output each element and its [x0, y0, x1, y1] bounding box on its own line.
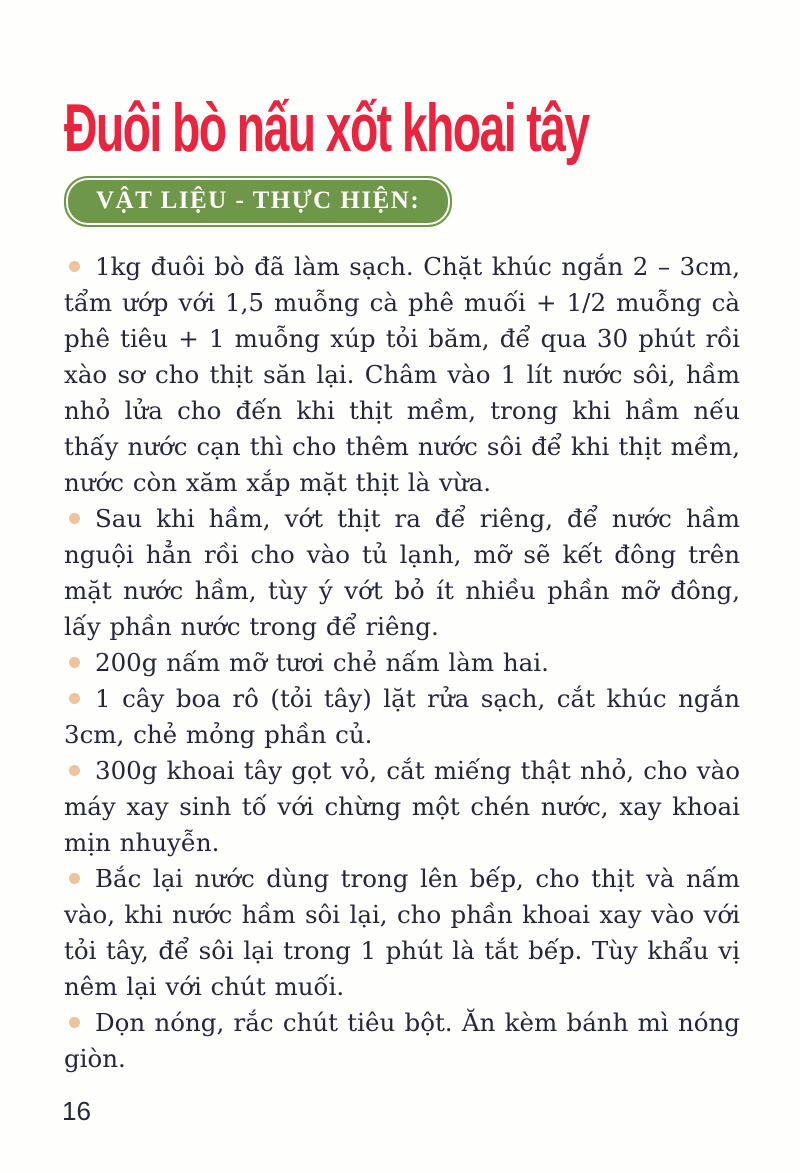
bullet-icon — [69, 1017, 80, 1028]
page-title: Đuôi bò nấu xốt khoai tây — [64, 90, 589, 166]
list-item-text: Bắc lại nước dùng trong lên bếp, cho thịt và nấm vào, khi nước hầm sôi lại, cho phần khoai xay vào với tỏi tây, để sôi lại trong 1 phút là tắt bếp. Tùy khẩu vị nêm lại với chút muối. — [64, 864, 740, 1001]
list-item-text: Dọn nóng, rắc chút tiêu bột. Ăn kèm bánh mì nóng giòn. — [64, 1008, 740, 1073]
list-item — [64, 753, 740, 861]
bullet-icon — [69, 657, 80, 668]
bullet-icon — [69, 513, 80, 524]
list-item-text: 200g nấm mỡ tươi chẻ nấm làm hai. — [95, 648, 549, 677]
recipe-title-wrap — [64, 58, 740, 166]
list-item-text: 300g khoai tây gọt vỏ, cắt miếng thật nhỏ, cho vào máy xay sinh tố với chừng một chén nước, xay khoai mịn nhuyễn. — [64, 756, 740, 857]
bullet-icon — [69, 693, 80, 704]
section-badge: VẬT LIỆU - THỰC HIỆN: — [64, 176, 452, 227]
list-item — [64, 249, 740, 501]
list-item — [64, 1005, 740, 1077]
page-content — [64, 0, 740, 1077]
list-item-text: Sau khi hầm, vớt thịt ra để riêng, để nước hầm nguội hẳn rồi cho vào tủ lạnh, mỡ sẽ kết đông trên mặt nước hầm, tùy ý vớt bỏ ít nhiều phần mỡ đông, lấy phần nước trong để riêng. — [64, 504, 740, 641]
bullet-icon — [69, 765, 80, 776]
list-item — [64, 681, 740, 753]
ingredient-steps-list — [64, 249, 740, 1077]
list-item-text: 1 cây boa rô (tỏi tây) lặt rửa sạch, cắt khúc ngắn 3cm, chẻ mỏng phần củ. — [64, 684, 740, 749]
list-item — [64, 861, 740, 1005]
bullet-icon — [69, 261, 80, 272]
list-item-text: 1kg đuôi bò đã làm sạch. Chặt khúc ngắn 2 – 3cm, tẩm ướp với 1,5 muỗng cà phê muối + 1/2 muỗng cà phê tiêu + 1 muỗng xúp tỏi băm, để qua 30 phút rồi xào sơ cho thịt săn lại. Châm vào 1 lít nước sôi, hầm nhỏ lửa cho đến khi thịt mềm, trong khi hầm nếu thấy nước cạn thì cho thêm nước sôi để khi thịt mềm, nước còn xăm xắp mặt thịt là vừa. — [64, 252, 740, 497]
list-item — [64, 645, 740, 681]
page-number: 16 — [62, 1096, 91, 1126]
bullet-icon — [69, 873, 80, 884]
list-item — [64, 501, 740, 645]
